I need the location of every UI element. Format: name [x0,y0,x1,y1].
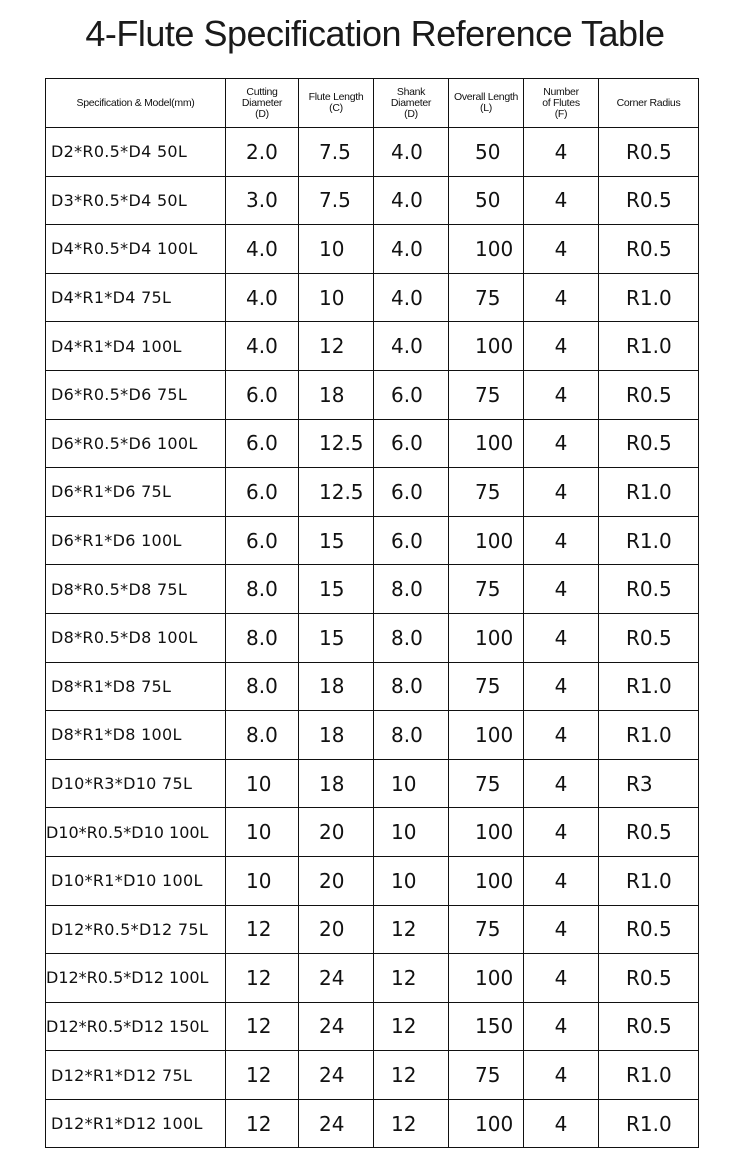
cutting-diameter-cell: 8.0 [226,662,299,711]
overall-length-cell: 75 [449,1051,524,1100]
flute-length-cell: 24 [299,954,374,1003]
overall-length-cell: 100 [449,419,524,468]
corner-radius-cell: R1.0 [599,468,699,517]
cutting-diameter-cell: 12 [226,1051,299,1100]
shank-diameter-cell: 12 [374,1051,449,1100]
cutting-diameter-cell: 12 [226,1002,299,1051]
table-row [46,808,699,857]
header-text-line: Diameter [241,96,283,109]
spec-model-cell: D4*R1*D4 100L [46,322,226,371]
header-overall-length [449,79,524,128]
corner-radius-cell: R0.5 [599,954,699,1003]
number-of-flutes-cell: 4 [524,662,599,711]
number-of-flutes-cell: 4 [524,370,599,419]
cutting-diameter-cell: 4.0 [226,322,299,371]
header-text-line: Diameter [390,96,432,109]
spec-model-cell: D10*R0.5*D10 100L [46,808,226,857]
shank-diameter-cell: 8.0 [374,565,449,614]
cutting-diameter-cell: 6.0 [226,370,299,419]
cutting-diameter-cell: 10 [226,856,299,905]
table-header [46,79,699,128]
spec-model-cell: D12*R0.5*D12 75L [46,905,226,954]
table-row [46,905,699,954]
number-of-flutes-cell: 4 [524,516,599,565]
overall-length-cell: 75 [449,759,524,808]
table-row [46,419,699,468]
flute-length-cell: 24 [299,1099,374,1148]
header-text-line: Shank [396,85,426,98]
corner-radius-cell: R0.5 [599,225,699,274]
corner-radius-cell: R0.5 [599,419,699,468]
number-of-flutes-cell: 4 [524,322,599,371]
number-of-flutes-cell: 4 [524,273,599,322]
number-of-flutes-cell: 4 [524,856,599,905]
number-of-flutes-cell: 4 [524,711,599,760]
flute-length-cell: 7.5 [299,128,374,177]
shank-diameter-cell: 10 [374,808,449,857]
header-row [46,79,699,128]
flute-length-cell: 10 [299,273,374,322]
number-of-flutes-cell: 4 [524,1099,599,1148]
shank-diameter-cell: 6.0 [374,419,449,468]
cutting-diameter-cell: 6.0 [226,419,299,468]
flute-length-cell: 7.5 [299,176,374,225]
cutting-diameter-cell: 8.0 [226,565,299,614]
number-of-flutes-cell: 4 [524,613,599,662]
table-row [46,322,699,371]
flute-length-cell: 24 [299,1051,374,1100]
spec-model-cell: D8*R1*D8 100L [46,711,226,760]
overall-length-cell: 75 [449,565,524,614]
number-of-flutes-cell: 4 [524,1002,599,1051]
flute-length-cell: 18 [299,711,374,760]
shank-diameter-cell: 4.0 [374,225,449,274]
table-row [46,1099,699,1148]
overall-length-cell: 100 [449,954,524,1003]
corner-radius-cell: R0.5 [599,128,699,177]
overall-length-cell: 100 [449,856,524,905]
header-corner-radius [599,79,699,128]
table-row [46,176,699,225]
cutting-diameter-cell: 4.0 [226,225,299,274]
table-body [46,128,699,1148]
spec-model-cell: D12*R0.5*D12 150L [46,1002,226,1051]
corner-radius-cell: R0.5 [599,176,699,225]
spec-model-cell: D3*R0.5*D4 50L [46,176,226,225]
flute-length-cell: 15 [299,565,374,614]
overall-length-cell: 100 [449,808,524,857]
corner-radius-cell: R0.5 [599,905,699,954]
corner-radius-cell: R0.5 [599,370,699,419]
cutting-diameter-cell: 4.0 [226,273,299,322]
flute-length-cell: 12.5 [299,468,374,517]
overall-length-cell: 75 [449,370,524,419]
spec-model-cell: D12*R0.5*D12 100L [46,954,226,1003]
spec-model-cell: D8*R1*D8 75L [46,662,226,711]
overall-length-cell: 100 [449,516,524,565]
shank-diameter-cell: 8.0 [374,613,449,662]
cutting-diameter-cell: 10 [226,759,299,808]
flute-length-cell: 18 [299,370,374,419]
shank-diameter-cell: 12 [374,1002,449,1051]
spec-model-cell: D2*R0.5*D4 50L [46,128,226,177]
shank-diameter-cell: 12 [374,905,449,954]
shank-diameter-cell: 6.0 [374,468,449,517]
shank-diameter-cell: 12 [374,1099,449,1148]
header-text-line: Cutting [246,85,278,98]
shank-diameter-cell: 4.0 [374,273,449,322]
flute-length-cell: 15 [299,516,374,565]
table-row [46,225,699,274]
flute-length-cell: 12.5 [299,419,374,468]
corner-radius-cell: R1.0 [599,662,699,711]
shank-diameter-cell: 4.0 [374,128,449,177]
shank-diameter-cell: 6.0 [374,370,449,419]
overall-length-cell: 100 [449,613,524,662]
header-text-line: Specification & Model(mm) [76,96,195,109]
header-text-line: Corner Radius [616,96,681,109]
spec-model-cell: D4*R0.5*D4 100L [46,225,226,274]
overall-length-cell: 75 [449,468,524,517]
corner-radius-cell: R0.5 [599,565,699,614]
page-title: 4-Flute Specification Reference Table [85,13,665,54]
header-text-line: (D) [255,107,269,120]
number-of-flutes-cell: 4 [524,128,599,177]
flute-length-cell: 20 [299,808,374,857]
corner-radius-cell: R1.0 [599,711,699,760]
cutting-diameter-cell: 8.0 [226,613,299,662]
number-of-flutes-cell: 4 [524,468,599,517]
number-of-flutes-cell: 4 [524,759,599,808]
table-row [46,370,699,419]
flute-length-cell: 20 [299,856,374,905]
shank-diameter-cell: 4.0 [374,322,449,371]
number-of-flutes-cell: 4 [524,1051,599,1100]
cutting-diameter-cell: 2.0 [226,128,299,177]
spec-model-cell: D12*R1*D12 100L [46,1099,226,1148]
cutting-diameter-cell: 3.0 [226,176,299,225]
number-of-flutes-cell: 4 [524,954,599,1003]
overall-length-cell: 100 [449,711,524,760]
header-text-line: (F) [554,107,568,120]
number-of-flutes-cell: 4 [524,225,599,274]
header-shank-diameter [374,79,449,128]
spec-model-cell: D4*R1*D4 75L [46,273,226,322]
corner-radius-cell: R0.5 [599,808,699,857]
spec-model-cell: D6*R1*D6 75L [46,468,226,517]
table-row [46,468,699,517]
header-text-line: (C) [329,102,343,114]
overall-length-cell: 150 [449,1002,524,1051]
shank-diameter-cell: 10 [374,759,449,808]
spec-model-cell: D8*R0.5*D8 75L [46,565,226,614]
overall-length-cell: 100 [449,322,524,371]
cutting-diameter-cell: 12 [226,1099,299,1148]
cutting-diameter-cell: 10 [226,808,299,857]
table-row [46,662,699,711]
header-text-line: (L) [480,102,492,114]
spec-model-cell: D12*R1*D12 75L [46,1051,226,1100]
specification-table [45,78,699,1148]
shank-diameter-cell: 4.0 [374,176,449,225]
table-row [46,613,699,662]
flute-length-cell: 12 [299,322,374,371]
spec-model-cell: D8*R0.5*D8 100L [46,613,226,662]
shank-diameter-cell: 10 [374,856,449,905]
header-text-line: Number [543,85,579,98]
overall-length-cell: 50 [449,176,524,225]
table-row [46,1002,699,1051]
number-of-flutes-cell: 4 [524,905,599,954]
table-row [46,954,699,1003]
header-text-line: of Flutes [542,96,580,109]
corner-radius-cell: R0.5 [599,613,699,662]
number-of-flutes-cell: 4 [524,419,599,468]
spec-model-cell: D6*R1*D6 100L [46,516,226,565]
header-text-line: Overall Length [453,91,519,103]
corner-radius-cell: R1.0 [599,1051,699,1100]
corner-radius-cell: R1.0 [599,1099,699,1148]
cutting-diameter-cell: 8.0 [226,711,299,760]
header-text-line: (D) [404,107,418,120]
spec-model-cell: D10*R3*D10 75L [46,759,226,808]
shank-diameter-cell: 6.0 [374,516,449,565]
spec-model-cell: D6*R0.5*D6 100L [46,419,226,468]
corner-radius-cell: R1.0 [599,856,699,905]
corner-radius-cell: R1.0 [599,273,699,322]
table-row [46,565,699,614]
corner-radius-cell: R1.0 [599,516,699,565]
shank-diameter-cell: 8.0 [374,662,449,711]
corner-radius-cell: R0.5 [599,1002,699,1051]
overall-length-cell: 75 [449,273,524,322]
overall-length-cell: 50 [449,128,524,177]
table-row [46,516,699,565]
overall-length-cell: 75 [449,905,524,954]
overall-length-cell: 100 [449,225,524,274]
flute-length-cell: 15 [299,613,374,662]
header-cutting-diameter [226,79,299,128]
table-row [46,1051,699,1100]
number-of-flutes-cell: 4 [524,565,599,614]
flute-length-cell: 24 [299,1002,374,1051]
header-flute-length [299,79,374,128]
overall-length-cell: 100 [449,1099,524,1148]
shank-diameter-cell: 12 [374,954,449,1003]
table-row [46,711,699,760]
cutting-diameter-cell: 6.0 [226,516,299,565]
cutting-diameter-cell: 12 [226,954,299,1003]
number-of-flutes-cell: 4 [524,176,599,225]
header-specification-model [46,79,226,128]
header-number-of-flutes [524,79,599,128]
overall-length-cell: 75 [449,662,524,711]
cutting-diameter-cell: 12 [226,905,299,954]
corner-radius-cell: R3 [599,759,699,808]
shank-diameter-cell: 8.0 [374,711,449,760]
corner-radius-cell: R1.0 [599,322,699,371]
table-row [46,759,699,808]
number-of-flutes-cell: 4 [524,808,599,857]
flute-length-cell: 10 [299,225,374,274]
table-row [46,856,699,905]
flute-length-cell: 18 [299,759,374,808]
table-row [46,273,699,322]
spec-model-cell: D6*R0.5*D6 75L [46,370,226,419]
header-text-line: Flute Length [308,91,364,103]
spec-model-cell: D10*R1*D10 100L [46,856,226,905]
cutting-diameter-cell: 6.0 [226,468,299,517]
table-row [46,128,699,177]
flute-length-cell: 18 [299,662,374,711]
flute-length-cell: 20 [299,905,374,954]
